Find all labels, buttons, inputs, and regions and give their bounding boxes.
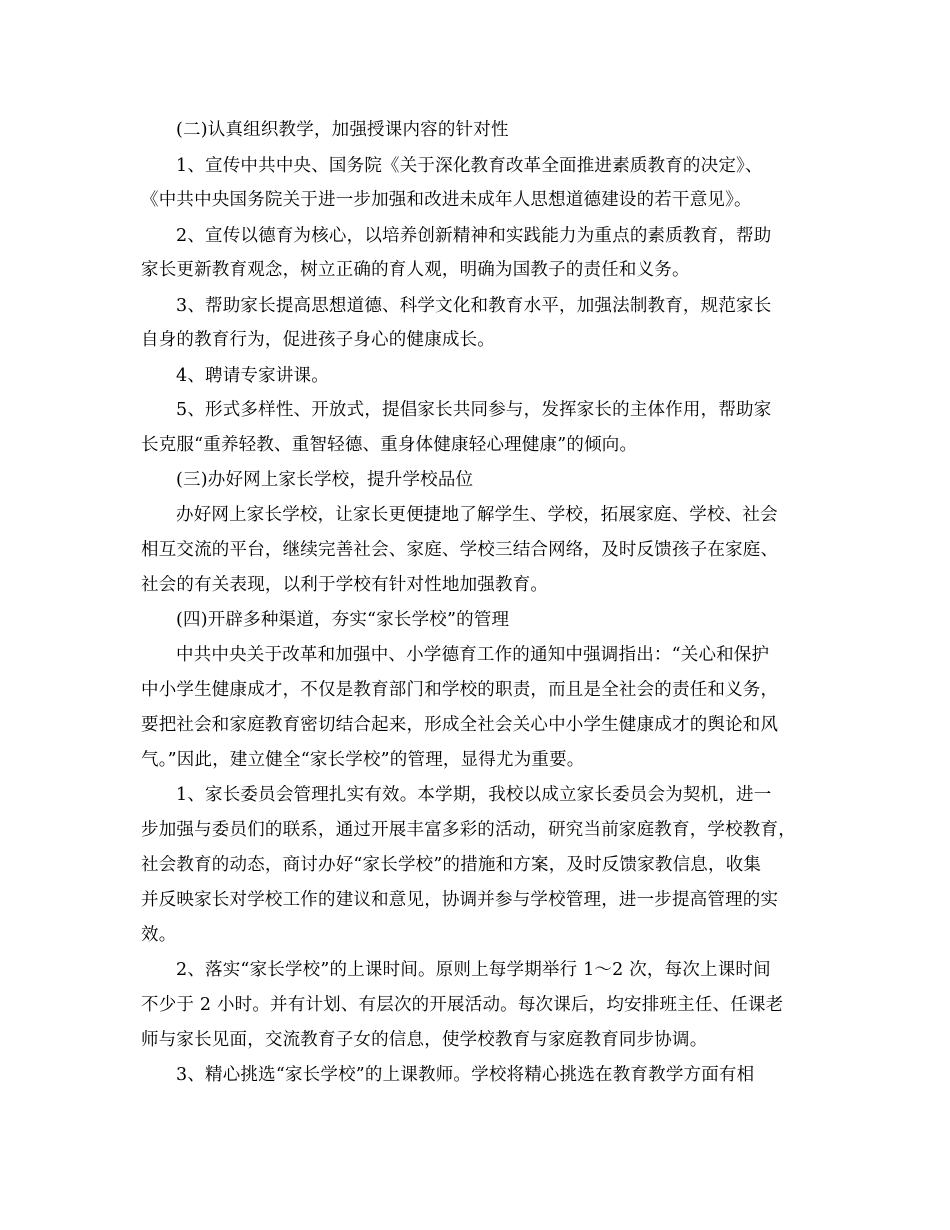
paragraph-line: 要把社会和家庭教育密切结合起来，形成全社会关心中小学生健康成才的舆论和风 — [141, 715, 779, 735]
section-heading-4: (四)开辟多种渠道，夯实“家长学校”的管理 — [176, 610, 510, 630]
paragraph-line: 效。 — [141, 925, 177, 945]
paragraph-line: 1、家长委员会管理扎实有效。本学期，我校以成立家长委员会为契机，进一 — [176, 785, 772, 805]
paragraph-line: 2、落实“家长学校”的上课时间。原则上每学期举行 1～2 次，每次上课时间 — [176, 960, 771, 980]
paragraph-line: 《中共中央国务院关于进一步加强和改进未成年人思想道德建设的若干意见》。 — [141, 190, 752, 210]
paragraph-line: 3、帮助家长提高思想道德、科学文化和教育水平，加强法制教育，规范家长 — [176, 296, 772, 316]
paragraph-line: 步加强与委员们的联系，通过开展丰富多彩的活动，研究当前家庭教育，学校教育， — [141, 820, 796, 840]
paragraph-line: 自身的教育行为，促进孩子身心的健康成长。 — [141, 330, 495, 350]
paragraph-line: 社会教育的动态，商讨办好“家长学校”的措施和方案，及时反馈家教信息，收集 — [141, 855, 762, 875]
paragraph-line: 社会的有关表现，以利于学校有针对性地加强教育。 — [141, 575, 549, 595]
paragraph-line: 2、宣传以德育为核心，以培养创新精神和实践能力为重点的素质教育，帮助 — [176, 226, 772, 246]
paragraph-line: 5、形式多样性、开放式，提倡家长共同参与，发挥家长的主体作用，帮助家 — [176, 400, 772, 420]
paragraph-line: 4、聘请专家讲课。 — [176, 366, 329, 386]
paragraph-line: 长克服“重养轻教、重智轻德、重身体健康轻心理健康”的倾向。 — [141, 435, 638, 455]
section-heading-2: (二)认真组织教学，加强授课内容的针对性 — [176, 120, 509, 140]
paragraph-line: 并反映家长对学校工作的建议和意见，协调并参与学校管理，进一步提高管理的实 — [141, 890, 779, 910]
paragraph-line: 师与家长见面，交流教育子女的信息，使学校教育与家庭教育同步协调。 — [141, 1030, 708, 1050]
paragraph-line: 中共中央关于改革和加强中、小学德育工作的通知中强调指出：“关心和保护 — [176, 645, 770, 665]
paragraph-line: 中小学生健康成才，不仅是教育部门和学校的职责，而且是全社会的责任和义务， — [141, 680, 779, 700]
paragraph-line: 家长更新教育观念，树立正确的育人观，明确为国教子的责任和义务。 — [141, 260, 690, 280]
section-heading-3: (三)办好网上家长学校，提升学校品位 — [176, 470, 474, 490]
paragraph-line: 相互交流的平台，继续完善社会、家庭、学校三结合网络，及时反馈孩子在家庭、 — [141, 540, 779, 560]
paragraph-line: 1、宣传中共中央、国务院《关于深化教育改革全面推进素质教育的决定》、 — [176, 156, 763, 176]
paragraph-line: 3、精心挑选“家长学校”的上课教师。学校将精心挑选在教育教学方面有相 — [176, 1065, 755, 1085]
paragraph-line: 不少于 2 小时。并有计划、有层次的开展活动。每次课后，均安排班主任、任课老 — [141, 995, 784, 1015]
paragraph-line: 气。”因此，建立健全“家长学校”的管理，显得尤为重要。 — [141, 750, 585, 770]
paragraph-line: 办好网上家长学校，让家长更便捷地了解学生、学校，拓展家庭、学校、社会 — [176, 505, 778, 525]
